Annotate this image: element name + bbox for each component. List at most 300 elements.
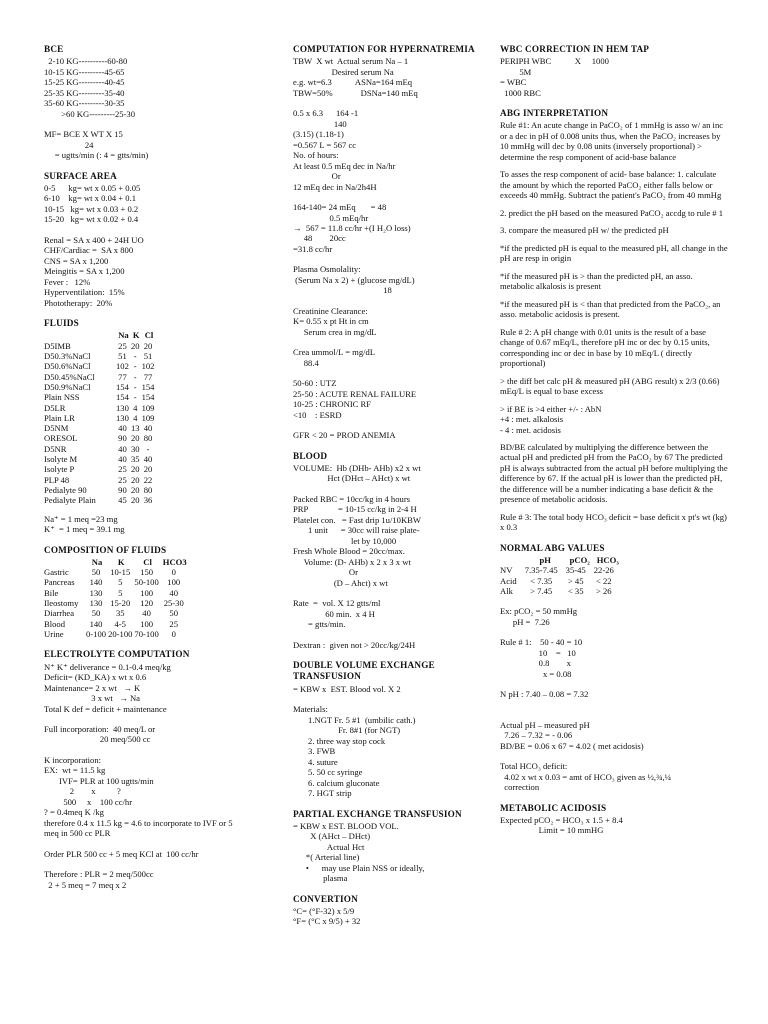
text-line: CHF/Cardiac = SA x 800 — [44, 245, 134, 256]
abg-title: ABG INTERPRETATION — [500, 108, 609, 119]
text-line: Fever : 12% — [44, 276, 91, 287]
text-line: Expected pCO₂ = HCO₃ x 1.5 + 8.4 — [500, 814, 623, 825]
hypernatremia-section — [293, 44, 483, 441]
text-line: 2 x ? — [44, 786, 121, 797]
table-cell: Diarrhea — [44, 608, 75, 619]
paragraph: Rule #1: An acute change in PaCO₂ of 1 mmHg is asso w/ an inc or a dec in pH of 0.008 units thus, when the PaCO₂ increases by 10 mmHg will dec by 0.08 units (inversely proportional) > determine the resp component of acid-base balance — [500, 120, 724, 162]
text-line — [44, 839, 266, 849]
text-line — [500, 679, 728, 689]
table-cell: 80 — [143, 433, 153, 444]
text-line: 0-5 kg= wt x 0.05 + 0.05 — [44, 182, 141, 193]
text-line — [293, 192, 483, 202]
text-line — [293, 630, 483, 640]
table-cell: 20 — [130, 474, 140, 485]
fluids-title: FLUIDS — [44, 318, 79, 329]
text-line: Fr. 8#1 (for NGT) — [293, 725, 401, 736]
text-line: 1000 RBC — [500, 87, 541, 98]
column-header: Na — [118, 330, 129, 341]
text-line — [500, 751, 728, 761]
surface-area-title: SURFACE AREA — [44, 170, 117, 181]
text-line: 6. calcium gluconate — [293, 777, 380, 788]
text-line — [500, 700, 728, 710]
fluids-table — [44, 330, 156, 505]
text-line: Rule # 1: 50 - 40 = 10 — [500, 637, 583, 648]
text-line: CNS = SA x 1,200 — [44, 255, 109, 266]
table-cell: 130 — [89, 598, 103, 609]
text-line: K⁺ = 1 meq = 39.1 mg — [44, 524, 125, 535]
conversion-lines — [293, 906, 483, 927]
column-right — [500, 44, 728, 846]
blood-lines — [293, 463, 483, 650]
text-line: = KBW x EST. Blood vol. X 2 — [293, 683, 401, 694]
text-line: =31.8 cc/hr — [293, 243, 333, 254]
text-line — [44, 225, 266, 235]
double-volume-title: DOUBLE VOLUME EXCHANGE TRANSFUSION — [293, 660, 435, 682]
table-row — [44, 619, 189, 629]
table-row — [44, 351, 156, 361]
text-line — [293, 588, 483, 598]
column-header: pH — [539, 555, 551, 566]
text-line: Crea ummol/L = mg/dL — [293, 347, 376, 358]
table-cell: 154 — [116, 392, 129, 403]
table-cell: 90 — [118, 485, 127, 496]
text-line: 3 x wt → Na — [44, 693, 140, 704]
table-row — [44, 341, 156, 351]
column-left — [44, 44, 266, 900]
table-cell: 150 — [140, 567, 154, 578]
met-acidosis-title: METABOLIC ACIDOSIS — [500, 802, 607, 813]
text-line — [44, 745, 266, 755]
text-line: PRP = 10-15 cc/kg in 2-4 H — [293, 504, 417, 515]
text-line: plasma — [293, 873, 348, 884]
table-cell: - — [133, 361, 137, 372]
table-cell: 36 — [143, 495, 153, 506]
table-cell: D50.9%NaCl — [44, 381, 91, 392]
text-line: Na⁺ = 1 meq =23 mg — [44, 513, 118, 524]
table-row — [500, 586, 622, 596]
text-line: 1.NGT Fr. 5 #1 (umbilic cath.) — [293, 714, 416, 725]
table-cell: 90 — [118, 433, 127, 444]
column-header: K — [117, 556, 125, 567]
table-cell: Pedialyte Plain — [44, 495, 96, 506]
paragraph: *if the measured pH is > than the predicted pH, an asso. metabolic alkalosis is present — [500, 270, 693, 292]
wbc-lines — [500, 56, 728, 98]
text-line: Actual pH – measured pH — [500, 719, 590, 730]
text-line: K= 0.55 x pt Ht in cm — [293, 316, 369, 327]
table-cell: 25 — [118, 464, 127, 475]
text-line: N pH : 7.40 – 0.08 = 7.32 — [500, 689, 589, 700]
text-line: Full incorporation: 40 meq/L or — [44, 723, 156, 734]
table-cell: 130 — [116, 402, 129, 413]
table-cell: Bile — [44, 587, 59, 598]
text-line: • may use Plain NSS or ideally, — [293, 862, 425, 873]
table-row — [44, 392, 156, 402]
table-cell: D5IMB — [44, 340, 71, 351]
table-cell: 20 — [143, 340, 153, 351]
text-line: 4.02 x wt x 0.03 = amt of HCO₃ given as ½,¾,¼ — [500, 771, 672, 782]
text-line: No. of hours: — [293, 150, 339, 161]
text-line: = ugtts/min (: 4 = gtts/min) — [44, 150, 149, 161]
text-line — [293, 420, 483, 430]
table-row — [44, 485, 156, 495]
text-line: Renal = SA x 400 + 24H UO — [44, 234, 144, 245]
text-line — [293, 368, 483, 378]
table-cell: 40 — [142, 608, 151, 619]
text-line: X (AHct – DHct) — [293, 831, 371, 842]
text-line: °C= (°F-32) x 5/9 — [293, 905, 355, 916]
table-row — [44, 423, 156, 433]
table-cell: > 45 — [567, 575, 584, 586]
table-cell: - — [146, 443, 150, 454]
table-cell: 130 — [89, 587, 103, 598]
text-line: Ex: pCO₂ = 50 mmHg — [500, 606, 578, 617]
text-line: Packed RBC = 10cc/kg in 4 hours — [293, 493, 411, 504]
table-cell: 20 — [130, 464, 140, 475]
column-header: HCO₃ — [596, 555, 619, 566]
text-line: 18 — [293, 285, 392, 296]
table-row — [44, 382, 156, 392]
text-line: Total HCO₃ deficit: — [500, 761, 568, 772]
text-line: 24 — [44, 139, 94, 150]
column-header: Na — [91, 556, 103, 567]
text-line: 15-20 kg= wt x 0.02 + 0.4 — [44, 214, 139, 225]
table-cell: Plain LR — [44, 412, 75, 423]
table-cell: Alk — [500, 586, 513, 597]
table-cell: D5NM — [44, 423, 69, 434]
table-cell: PLP 48 — [44, 474, 70, 485]
blood-section — [293, 451, 483, 650]
text-line: 6-10 kg= wt x 0.04 + 0.1 — [44, 193, 137, 204]
table-cell: ORESOL — [44, 433, 78, 444]
normal-abg-title: NORMAL ABG VALUES — [500, 542, 605, 553]
wbc-title: WBC CORRECTION IN HEM TAP — [500, 44, 650, 54]
text-line — [500, 710, 728, 720]
table-cell: 4 — [133, 412, 138, 423]
text-line — [293, 296, 483, 306]
text-line — [293, 98, 483, 108]
paragraph: > the diff bet calc pH & measured pH (ABG result) x 2/3 (0.66) mEq/L is equal to base excess — [500, 375, 720, 397]
table-row — [44, 567, 189, 577]
text-line: 5. 50 cc syringe — [293, 767, 363, 778]
table-cell: 102 — [116, 361, 129, 372]
table-cell: 22-26 — [593, 565, 614, 576]
text-line: 164-140= 24 mEq = 48 — [293, 202, 387, 213]
table-cell: 0 — [171, 629, 176, 640]
text-line: 2 + 5 meq = 7 meq x 2 — [44, 879, 127, 890]
text-line: IVF= PLR at 100 ugtts/min — [44, 775, 154, 786]
table-cell: 4 — [133, 402, 138, 413]
text-line: = WBC — [500, 77, 527, 88]
table-cell: 45 — [118, 495, 127, 506]
text-line: 0.8 x — [500, 658, 571, 669]
table-cell: - — [133, 392, 137, 403]
table-cell: - — [133, 381, 137, 392]
text-line: Actual Hct — [293, 841, 365, 852]
table-cell: 109 — [141, 412, 155, 423]
table-cell: 77 — [118, 371, 127, 382]
text-line: PERIPH WBC X 1000 — [500, 56, 609, 67]
text-line: *( Arterial line) — [293, 852, 360, 863]
table-cell: 50 — [91, 608, 101, 619]
table-cell: 51 — [143, 350, 153, 361]
table-cell: 20 — [143, 464, 153, 475]
text-line: Hct (DHct – AHct) x wt — [293, 473, 411, 484]
table-cell: Plain NSS — [44, 392, 80, 403]
text-line: Or — [293, 567, 358, 578]
composition-section — [44, 545, 266, 640]
text-line — [293, 337, 483, 347]
table-row — [44, 588, 189, 598]
table-cell: 120 — [140, 598, 154, 609]
text-line: Deficit= (KD_KA) x wt x 0.6 — [44, 672, 147, 683]
text-line: 0.5 x 6.3 164 -1 — [293, 108, 359, 119]
text-line: 25-35 KG---------35-40 — [44, 87, 125, 98]
table-cell: D50.45%NaCl — [44, 371, 95, 382]
text-line: ? = 0.4meq K /kg — [44, 807, 104, 818]
text-line: 88.4 — [293, 357, 319, 368]
table-cell: 35 — [115, 608, 125, 619]
table-cell: < 22 — [595, 575, 612, 586]
hypernatremia-lines — [293, 56, 483, 441]
column-header: Cl — [144, 330, 154, 341]
table-cell: 50 — [91, 567, 101, 578]
text-line: Materials: — [293, 704, 328, 715]
text-line: 10-15 KG---------45-65 — [44, 66, 125, 77]
column-header — [500, 555, 525, 565]
text-line: 5M — [500, 66, 532, 77]
text-line: meq in 500 cc PLR — [44, 828, 111, 839]
table-cell: 40 — [118, 443, 127, 454]
conversion-section — [293, 894, 483, 927]
table-row — [44, 403, 156, 413]
text-line: 0.5 mEq/hr — [293, 212, 369, 223]
table-cell: Urine — [44, 629, 64, 640]
text-line — [500, 627, 728, 637]
table-header-row — [500, 555, 622, 565]
table-cell: 25 — [118, 340, 127, 351]
table-cell: 80 — [143, 485, 153, 496]
table-cell: < 7.35 — [530, 575, 553, 586]
table-row — [44, 598, 189, 608]
table-cell: Ileostomy — [44, 598, 79, 609]
table-cell: 140 — [89, 577, 103, 588]
table-cell: 102 — [141, 361, 155, 372]
text-line: 10-15 kg= wt x 0.03 + 0.2 — [44, 203, 139, 214]
text-line: Meingitis = SA x 1,200 — [44, 266, 125, 277]
text-line: Total K def = deficit + maintenance — [44, 703, 167, 714]
table-cell: D50.6%NaCl — [44, 361, 91, 372]
table-cell: 5 — [118, 577, 123, 588]
table-cell: 40 — [169, 587, 179, 598]
hypernatremia-title: COMPUTATION FOR HYPERNATREMIA — [293, 44, 475, 54]
table-row — [44, 464, 156, 474]
text-line: °F= (°C x 9/5) + 32 — [293, 916, 361, 927]
bce-title: BCE — [44, 44, 64, 54]
table-cell: D50.3%NaCl — [44, 350, 91, 361]
text-line — [293, 694, 483, 704]
table-cell: > 7.45 — [530, 586, 553, 597]
text-line: 20 meq/500 cc — [44, 734, 151, 745]
text-line: <10 : ESRD — [293, 409, 342, 420]
text-line: K incorporation: — [44, 754, 102, 765]
text-line: Dextran : given not > 20cc/kg/24H — [293, 639, 416, 650]
table-cell: D5LR — [44, 402, 66, 413]
table-cell: 51 — [118, 350, 127, 361]
met-acidosis-lines — [500, 815, 728, 836]
table-row — [44, 433, 156, 443]
table-cell: 100 — [167, 577, 181, 588]
text-line: correction — [500, 782, 540, 793]
table-cell: 20 — [130, 340, 140, 351]
column-header: K — [132, 330, 140, 341]
table-cell: Acid — [500, 575, 517, 586]
text-line: GFR < 20 = PROD ANEMIA — [293, 430, 396, 441]
table-cell: 100 — [140, 618, 154, 629]
text-line: 10 = 10 — [500, 647, 576, 658]
text-line: 48 20cc — [293, 233, 346, 244]
text-line: TBW X wt Actual serum Na – 1 — [293, 56, 409, 67]
surface-area-lines — [44, 183, 266, 308]
text-line: = gtts/min. — [293, 619, 346, 630]
normal-abg-section — [500, 543, 728, 793]
column-header: Cl — [143, 556, 152, 567]
text-line: Fresh Whole Blood = 20cc/max. — [293, 546, 405, 557]
column-header: pCO₂ — [569, 555, 590, 566]
text-line: 7. HGT strip — [293, 788, 352, 799]
column-middle — [293, 44, 483, 937]
table-cell: Pancreas — [44, 577, 75, 588]
table-row — [44, 372, 156, 382]
table-cell: 40 — [118, 454, 127, 465]
conversion-title: CONVERTION — [293, 893, 358, 904]
text-line: 15-25 KG---------40-45 — [44, 77, 125, 88]
electrolyte-title: ELECTROLYTE COMPUTATION — [44, 649, 190, 660]
text-line: Limit = 10 mmHG — [500, 825, 604, 836]
table-cell: 30 — [130, 443, 140, 454]
text-line: At least 0.5 mEq dec in Na/hr — [293, 160, 396, 171]
text-line: Serum crea in mg/dL — [293, 326, 377, 337]
table-cell: 154 — [141, 381, 155, 392]
table-row — [500, 576, 622, 586]
text-line: pH = 7.26 — [500, 616, 550, 627]
electrolyte-lines — [44, 662, 266, 891]
text-line: TBW=50% DSNa=140 mEq — [293, 87, 418, 98]
text-line: Or — [293, 171, 341, 182]
table-row — [44, 444, 156, 454]
table-row — [44, 577, 189, 587]
text-line: Creatinine Clearance: — [293, 305, 368, 316]
table-cell: 15-20 — [110, 598, 131, 609]
paragraph: BD/BE calculated by multiplying the difference between the actual pH and predicted pH from the PaCO₂ by 67 The predicted pH is always subtracted from the actual pH before multiplying the difference by 67. If the actual pH is lower than the predicted pH, the difference will be a number indicating a base deficit & the presence of metabolic acidosis. — [500, 442, 728, 505]
table-cell: Blood — [44, 618, 66, 629]
blood-title: BLOOD — [293, 450, 328, 461]
table-cell: 25 — [169, 618, 179, 629]
text-line: e.g. wt=6.3 ASNa=164 mEq — [293, 77, 413, 88]
table-cell: 4-5 — [114, 618, 126, 629]
text-line: 140 — [293, 118, 347, 129]
paragraph: To asses the resp component of acid- base balance: 1. calculate the amount by which the reported PaCO₂ either falls below or exceeds 40 mmHg. Subtract the patient's PaCO₂ from 40 mmHg — [500, 169, 722, 201]
table-cell: 20-100 — [108, 629, 133, 640]
text-line: 3. FWB — [293, 746, 336, 757]
table-row — [44, 629, 189, 639]
text-line: N⁺ K⁺ deliverance = 0.1-0.4 meq/kg — [44, 661, 171, 672]
text-line: 35-60 KG---------30-35 — [44, 98, 125, 109]
table-cell: 25 — [118, 474, 127, 485]
table-cell: 154 — [116, 381, 129, 392]
table-cell: 0-100 — [86, 629, 107, 640]
table-row — [44, 454, 156, 464]
text-line: 10-25 : CHRONIC RF — [293, 399, 372, 410]
text-line: 2. three way stop cock — [293, 735, 386, 746]
column-header: HCO3 — [162, 556, 187, 567]
bce-section — [44, 44, 266, 161]
text-line: Hyperventilation: 15% — [44, 287, 125, 298]
table-row — [44, 495, 156, 505]
text-line: Platelet con. = Fast drip 1u/10KBW — [293, 514, 422, 525]
partial-exchange-title: PARTIAL EXCHANGE TRANSFUSION — [293, 808, 462, 819]
table-cell: - — [133, 350, 137, 361]
double-volume-section — [293, 660, 483, 798]
partial-exchange-section — [293, 809, 483, 884]
fluids-section — [44, 318, 266, 535]
table-cell: 7.35-7.45 — [524, 565, 558, 576]
table-cell: 20 — [130, 495, 140, 506]
text-line — [293, 484, 483, 494]
composition-table — [44, 557, 189, 640]
paragraph: 3. compare the measured pH w/ the predicted pH — [500, 225, 669, 236]
column-header — [44, 330, 116, 340]
table-row — [44, 361, 156, 371]
text-line: EX: wt = 11.5 kg — [44, 765, 106, 776]
table-cell: - — [133, 371, 137, 382]
table-cell: Isolyte M — [44, 454, 78, 465]
table-cell: 50-100 — [134, 577, 159, 588]
surface-area-section — [44, 171, 266, 309]
met-acidosis-section — [500, 803, 728, 836]
text-line: 1 unit = 30cc will raise plate- — [293, 525, 420, 536]
text-line: Order PLR 500 cc + 5 meq KCl at 100 cc/hr — [44, 848, 199, 859]
electrolyte-section — [44, 649, 266, 890]
text-line: Phototherapy: 20% — [44, 297, 113, 308]
paragraph: *if the predicted pH is equal to the measured pH, all change in the pH are resp in origin — [500, 242, 728, 264]
table-row — [500, 565, 622, 575]
fluids-notes — [44, 514, 266, 535]
table-cell: D5NR — [44, 443, 67, 454]
table-cell: Gastric — [44, 567, 69, 578]
text-line: 2-10 KG----------60-80 — [44, 56, 128, 67]
text-line — [44, 859, 266, 869]
text-line: Plasma Osmolality: — [293, 264, 361, 275]
text-line: MF= BCE X WT X 15 — [44, 129, 123, 140]
text-line: Desired serum Na — [293, 66, 394, 77]
column-header — [44, 557, 86, 567]
text-line: (D – Ahct) x wt — [293, 577, 388, 588]
text-line: let by 10,000 — [293, 535, 397, 546]
table-row — [44, 475, 156, 485]
wbc-section — [500, 44, 728, 98]
text-line: 12 mEq dec in Na/2h4H — [293, 181, 377, 192]
table-cell: 154 — [141, 392, 155, 403]
table-cell: 70-100 — [134, 629, 159, 640]
table-cell: 20 — [130, 433, 140, 444]
text-line: → 567 = 11.8 cc/hr +(I H₂O loss) — [293, 223, 411, 233]
table-cell: 13 — [130, 423, 140, 434]
text-line: 25-50 : ACUTE RENAL FAILURE — [293, 388, 417, 399]
paragraph: Rule # 3: The total body HCO₃ deficit = base deficit x pt's wt (kg) x 0.3 — [500, 511, 727, 533]
table-cell: 20 — [130, 485, 140, 496]
text-line: (3.15) (1.18-1) — [293, 129, 344, 140]
text-line — [44, 714, 266, 724]
